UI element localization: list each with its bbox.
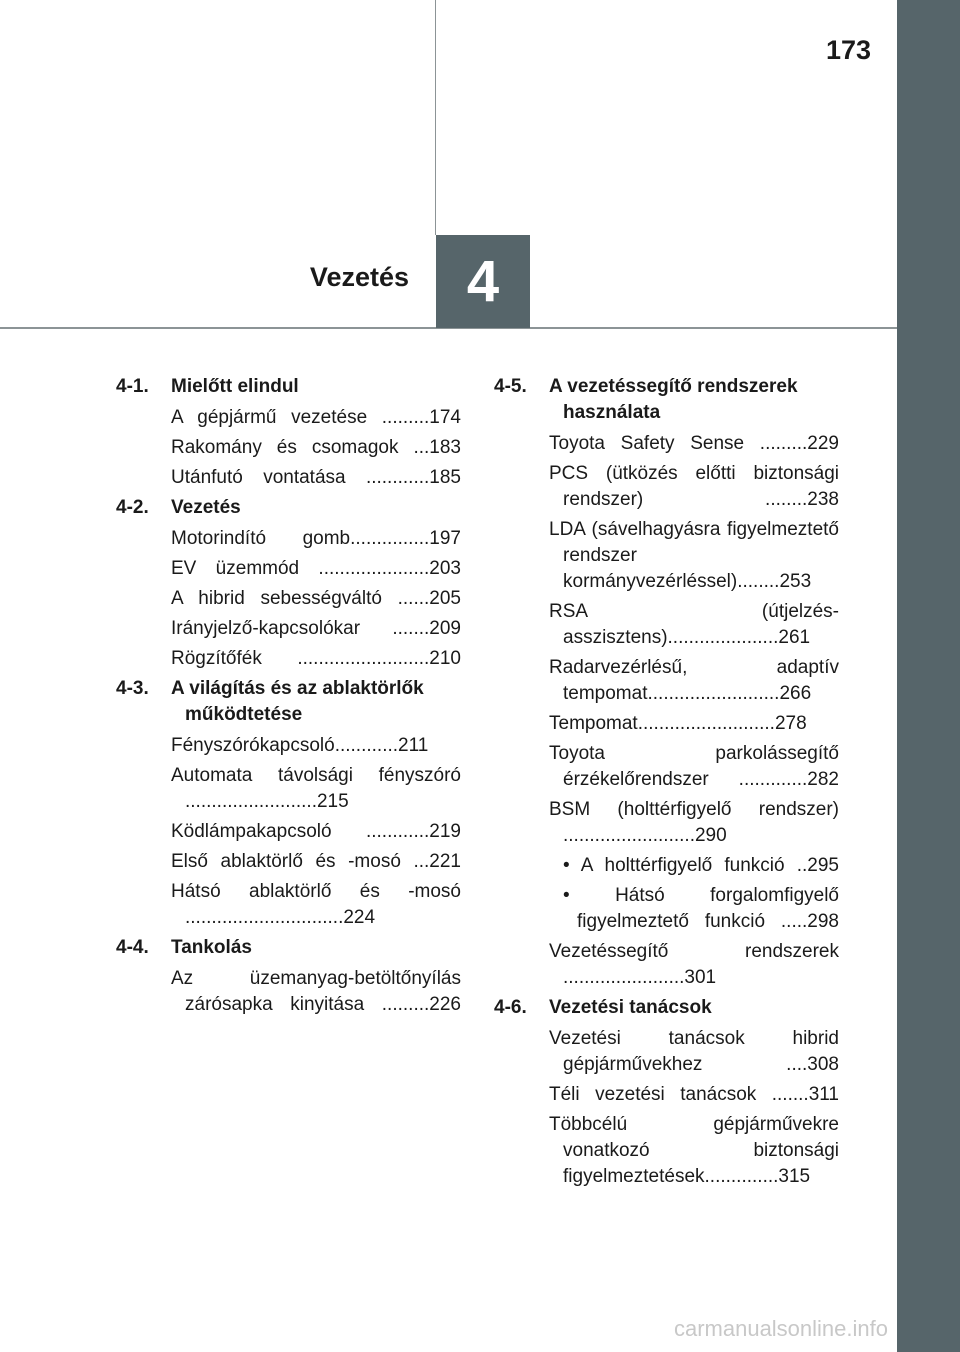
toc-entry[interactable]: Hátsó ablaktörlő és -mosó ..............................224 <box>171 881 461 928</box>
section-title: Vezetés <box>171 497 241 518</box>
toc-entry[interactable]: PCS (ütközés előtti biztonsági rendszer) ........238 <box>549 463 839 510</box>
section-title: A világítás és az ablaktörlők működtetése <box>171 678 424 725</box>
toc-entry[interactable]: Fényszórókapcsoló............211 <box>171 735 429 756</box>
chapter-title: Vezetés <box>309 262 409 292</box>
toc-subentry[interactable]: • A holttérfigyelő funkció ..295 <box>563 855 839 876</box>
toc-subentry[interactable]: • Hátsó forgalomfigyelő figyelmeztető funkció .....298 <box>563 885 839 932</box>
watermark: carmanualsonline.info <box>673 1316 888 1341</box>
section-number: 4-6. <box>494 997 527 1018</box>
toc-entry[interactable]: Téli vezetési tanácsok .......311 <box>549 1084 839 1105</box>
toc-entry[interactable]: Vezetéssegítő rendszerek .......................301 <box>549 941 839 988</box>
toc-entry[interactable]: Rögzítőfék .........................210 <box>171 648 461 669</box>
toc-section-4-1 <box>116 374 461 491</box>
page-number: 173 <box>826 35 872 65</box>
toc-column-right <box>494 374 839 1194</box>
toc-column-left <box>116 374 461 1022</box>
toc-section-4-2 <box>116 495 461 672</box>
toc-entry[interactable]: A gépjármű vezetése .........174 <box>171 407 461 428</box>
toc-entry[interactable]: Első ablaktörlő és -mosó ...221 <box>171 851 461 872</box>
toc-entry[interactable]: Motorindító gomb...............197 <box>171 528 461 549</box>
toc-section-4-5 <box>494 374 839 991</box>
toc-entry[interactable]: Ködlámpakapcsoló ............219 <box>171 821 461 842</box>
section-heading[interactable] <box>494 995 839 1021</box>
section-title: A vezetéssegítő rendszerek használata <box>549 376 798 423</box>
section-number: 4-2. <box>116 497 149 518</box>
chapter-number-box: 4 <box>436 235 530 328</box>
toc-entry[interactable]: Utánfutó vontatása ............185 <box>171 467 461 488</box>
section-heading[interactable] <box>116 495 461 521</box>
section-number: 4-3. <box>116 678 149 699</box>
toc-entry[interactable]: Vezetési tanácsok hibrid gépjárművekhez ....308 <box>549 1028 839 1075</box>
section-number: 4-5. <box>494 376 527 397</box>
toc-entry[interactable]: LDA (sávelhagyásra figyelmeztető rendszer kormányvezérléssel)........253 <box>549 519 839 592</box>
section-heading[interactable] <box>116 935 461 961</box>
toc-entry[interactable]: Toyota parkolássegítő érzékelőrendszer .............282 <box>549 743 839 790</box>
toc-entry[interactable]: Toyota Safety Sense .........229 <box>549 433 839 454</box>
toc-entry[interactable]: Automata távolsági fényszóró .........................215 <box>171 765 461 812</box>
toc-entry[interactable]: Rakomány és csomagok ...183 <box>171 437 461 458</box>
toc-entry[interactable]: Az üzemanyag-betöltőnyílás zárósapka kinyitása .........226 <box>171 968 461 1015</box>
toc-entry[interactable]: Irányjelző-kapcsolókar .......209 <box>171 618 461 639</box>
section-title: Tankolás <box>171 937 252 958</box>
section-heading[interactable] <box>494 374 839 426</box>
toc-section-4-3 <box>116 676 461 931</box>
toc-entry[interactable]: RSA (útjelzés-asszisztens).....................261 <box>549 601 839 648</box>
header-divider-vertical <box>435 0 436 235</box>
toc-section-4-4 <box>116 935 461 1018</box>
toc-entry[interactable]: Radarvezérlésű, adaptív tempomat.........................266 <box>549 657 839 704</box>
toc-section-4-6 <box>494 995 839 1190</box>
section-title: Mielőtt elindul <box>171 376 299 397</box>
section-number: 4-1. <box>116 376 149 397</box>
section-number: 4-4. <box>116 937 149 958</box>
toc-entry[interactable]: A hibrid sebességváltó ......205 <box>171 588 461 609</box>
toc-entry[interactable]: EV üzemmód .....................203 <box>171 558 461 579</box>
toc-entry[interactable]: Többcélú gépjárművekre vonatkozó biztonsági figyelmeztetések..............315 <box>549 1114 839 1187</box>
toc-entry[interactable]: Tempomat..........................278 <box>549 713 807 734</box>
chapter-side-tab <box>897 0 960 1352</box>
section-heading[interactable] <box>116 676 461 728</box>
toc-entry[interactable]: BSM (holttérfigyelő rendszer) .........................290 <box>549 799 839 846</box>
section-heading[interactable] <box>116 374 461 400</box>
section-title: Vezetési tanácsok <box>549 997 712 1018</box>
